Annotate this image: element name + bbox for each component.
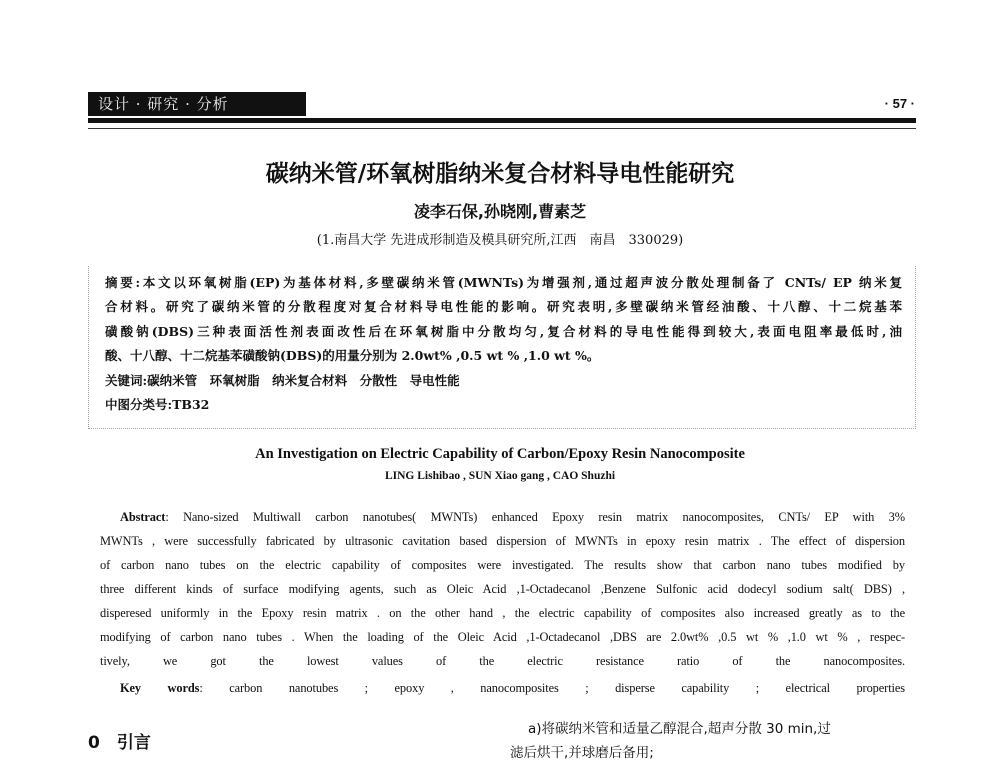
en-abstract-line: MWNTs , were successfully fabricated by ultrasonic cavitation based dispersion of MWNTs in epoxy resin matrix . The effect of dispersion: [100, 534, 905, 548]
en-abstract-line: [120, 507, 905, 527]
section-header-label: 设计 · 研究 · 分析: [88, 92, 306, 116]
keywords-label: Key words: [120, 681, 200, 695]
body-text-line: 滤后烘干,并球磨后备用;: [510, 745, 654, 760]
en-abstract-line: disperesed uniformly in the Epoxy resin matrix . on the other hand , the electric capability of composites also increased greatly as to the: [100, 606, 905, 620]
abstract-label: Abstract: [120, 510, 166, 524]
page-number: · 57 ·: [884, 96, 915, 111]
en-abstract-line: of carbon nano tubes on the electric capability of composites were investigated. The results show that carbon nano tubes modified by: [100, 558, 905, 572]
english-title: An Investigation on Electric Capability of Carbon/Epoxy Resin Nanocomposite: [255, 446, 745, 462]
cn-classification: 中图分类号:TB32: [105, 397, 210, 412]
paper-authors: 凌李石保,孙晓刚,曹素芝: [413, 202, 587, 221]
paper-title: 碳纳米管/环氧树脂纳米复合材料导电性能研究: [265, 161, 735, 187]
en-abstract-line: modifying of carbon nano tubes . When the loading of the Oleic Acid ,1-Octadecanol ,DBS are 2.0wt% ,0.5 wt % ,1.0 wt % , respec-: [100, 630, 905, 644]
cn-abstract-line: 酸、十八醇、十二烷基苯磺酸钠(DBS)的用量分别为 2.0wt% ,0.5 wt % ,1.0 wt %。: [105, 348, 600, 363]
section-heading-introduction: 0 引言: [88, 733, 151, 753]
header-rule-thin: [88, 128, 916, 129]
en-keywords-line: [120, 678, 905, 698]
cn-keywords: 关键词:碳纳米管 环氧树脂 纳米复合材料 分散性 导电性能: [105, 373, 460, 388]
cn-abstract-line: 摘要:本文以环氧树脂(EP)为基体材料,多壁碳纳米管(MWNTs)为增强剂,通过超声波分散处理制备了 CNTs/ EP 纳米复: [105, 275, 902, 290]
header-rule-thick: [88, 118, 916, 123]
en-abstract-line: tively, we got the lowest values of the electric resistance ratio of the nanocomposites.: [100, 654, 905, 668]
en-abstract-text: : Nano-sized Multiwall carbon nanotubes( MWNTs) enhanced Epoxy resin matrix nanocomposites, CNTs/ EP with 3%: [165, 510, 905, 524]
body-text-line: a)将碳纳米管和适量乙醇混合,超声分散 30 min,过: [528, 721, 831, 737]
paper-affiliation: (1.南昌大学 先进成形制造及模具研究所,江西 南昌 330029): [316, 233, 684, 248]
english-authors: LING Lishibao , SUN Xiao gang , CAO Shuzhi: [384, 470, 616, 482]
cn-abstract-line: 合材料。研究了碳纳米管的分散程度对复合材料导电性能的影响。研究表明,多壁碳纳米管经油酸、十八醇、十二烷基苯: [105, 299, 902, 314]
cn-abstract-line: 磺酸钠(DBS)三种表面活性剂表面改性后在环氧树脂中分散均匀,复合材料的导电性能得到较大,表面电阻率最低时,油: [105, 324, 902, 339]
en-keywords: : carbon nanotubes ; epoxy , nanocomposites ; disperse capability ; electrical properties: [199, 681, 905, 695]
en-abstract-line: three different kinds of surface modifying agents, such as Oleic Acid ,1-Octadecanol ,Benzene Sulfonic acid dodecyl sodium salt( DBS) ,: [100, 582, 905, 596]
